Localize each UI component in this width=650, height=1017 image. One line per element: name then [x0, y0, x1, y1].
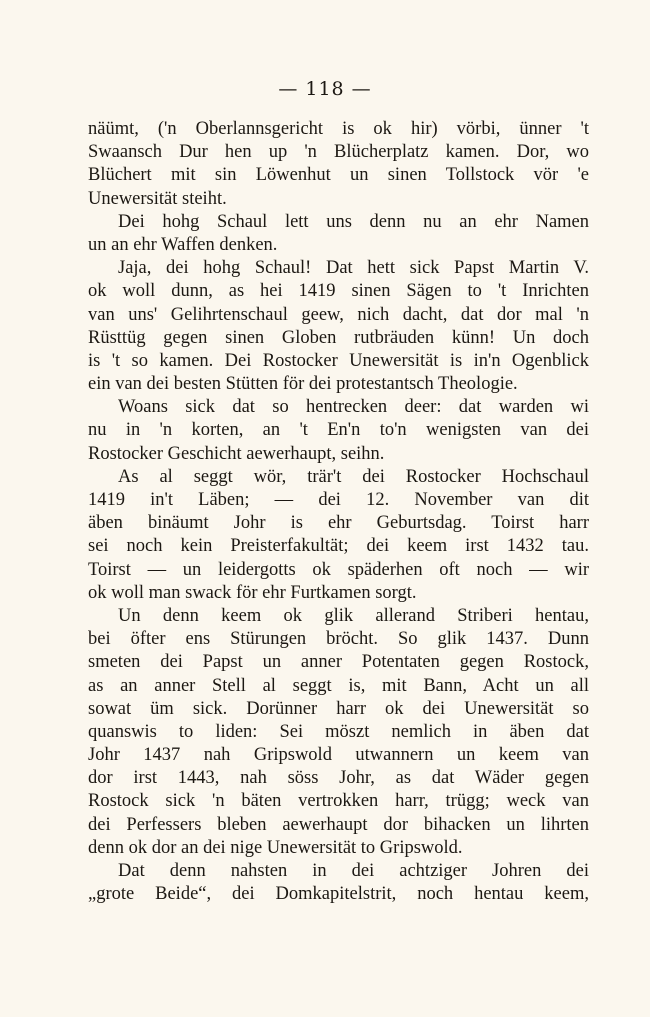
- text-line: ok woll man swack för ehr Furtkamen sorgt.: [88, 582, 417, 603]
- text-line: dei Perfessers bleben aewerhaupt dor bihacken un lihrten: [88, 814, 589, 835]
- text-line: sowat üm sick. Dorünner harr ok dei Unewersität so: [88, 698, 589, 719]
- body-text: [88, 118, 589, 906]
- text-line: Unewersität steiht.: [88, 188, 227, 209]
- text-line: Rüsttüg gegen sinen Globen rutbräuden künn! Un doch: [88, 327, 589, 348]
- text-line: van uns' Gelihrtenschaul geew, nich dacht, dat dor mal 'n: [88, 304, 589, 325]
- text-line: 1419 in't Läben; — dei 12. November van dit: [88, 490, 589, 510]
- text-line: as an anner Stell al seggt is, mit Bann, Acht un all: [88, 675, 589, 696]
- text-line: ein van dei besten Stütten för dei protestantsch Theologie.: [88, 374, 518, 395]
- text-line: un an ehr Waffen denken.: [88, 234, 278, 255]
- page-number-header: — 118 —: [278, 78, 372, 100]
- text-line: Dat denn nahsten in dei achtziger Johren dei: [118, 861, 589, 881]
- text-line: Woans sick dat so hentrecken deer: dat warden wi: [118, 397, 589, 418]
- text-line: smeten dei Papst un anner Potentaten gegen Rostock,: [88, 652, 589, 673]
- text-line: sei noch kein Preisterfakultät; dei keem irst 1432 tau.: [88, 536, 589, 557]
- text-line: is 't so kamen. Dei Rostocker Unewersität is in'n Ogenblick: [88, 350, 589, 371]
- text-line: „grote Beide“, dei Domkapitelstrit, noch hentau keem,: [88, 884, 589, 905]
- text-line: Dei hohg Schaul lett uns denn nu an ehr Namen: [118, 211, 589, 232]
- text-line: bei öfter ens Stürungen bröcht. So glik 1437. Dunn: [88, 629, 589, 650]
- text-line: As al seggt wör, trär't dei Rostocker Hochschaul: [118, 466, 589, 487]
- text-line: näümt, ('n Oberlannsgericht is ok hir) vörbi, ünner 't: [88, 119, 589, 139]
- text-line: ok woll dunn, as hei 1419 sinen Sägen to 't Inrichten: [88, 281, 589, 302]
- text-line: Johr 1437 nah Gripswold utwannern un keem van: [88, 745, 589, 766]
- text-line: Un denn keem ok glik allerand Striberi hentau,: [118, 605, 589, 626]
- text-line: Swaansch Dur hen up 'n Blücherplatz kamen. Dor, wo: [88, 142, 589, 163]
- text-line: Blüchert mit sin Löwenhut un sinen Tollstock vör 'e: [88, 165, 589, 186]
- text-line: Rostocker Geschicht aewerhaupt, seihn.: [88, 443, 385, 464]
- text-line: äben binäumt Johr is ehr Geburtsdag. Toirst harr: [88, 513, 589, 534]
- text-line: Rostock sick 'n bäten vertrokken harr, trügg; weck van: [88, 791, 589, 812]
- text-line: quanswis to liden: Sei möszt nemlich in äben dat: [88, 721, 589, 742]
- text-line: nu in 'n korten, an 't En'n to'n wenigsten van dei: [88, 420, 589, 441]
- text-line: Jaja, dei hohg Schaul! Dat hett sick Papst Martin V.: [118, 258, 589, 279]
- text-line: denn ok dor an dei nige Unewersität to Gripswold.: [88, 837, 463, 858]
- text-line: dor irst 1443, nah söss Johr, as dat Wäder gegen: [88, 768, 589, 789]
- text-line: Toirst — un leidergotts ok späderhen oft noch — wir: [88, 559, 589, 580]
